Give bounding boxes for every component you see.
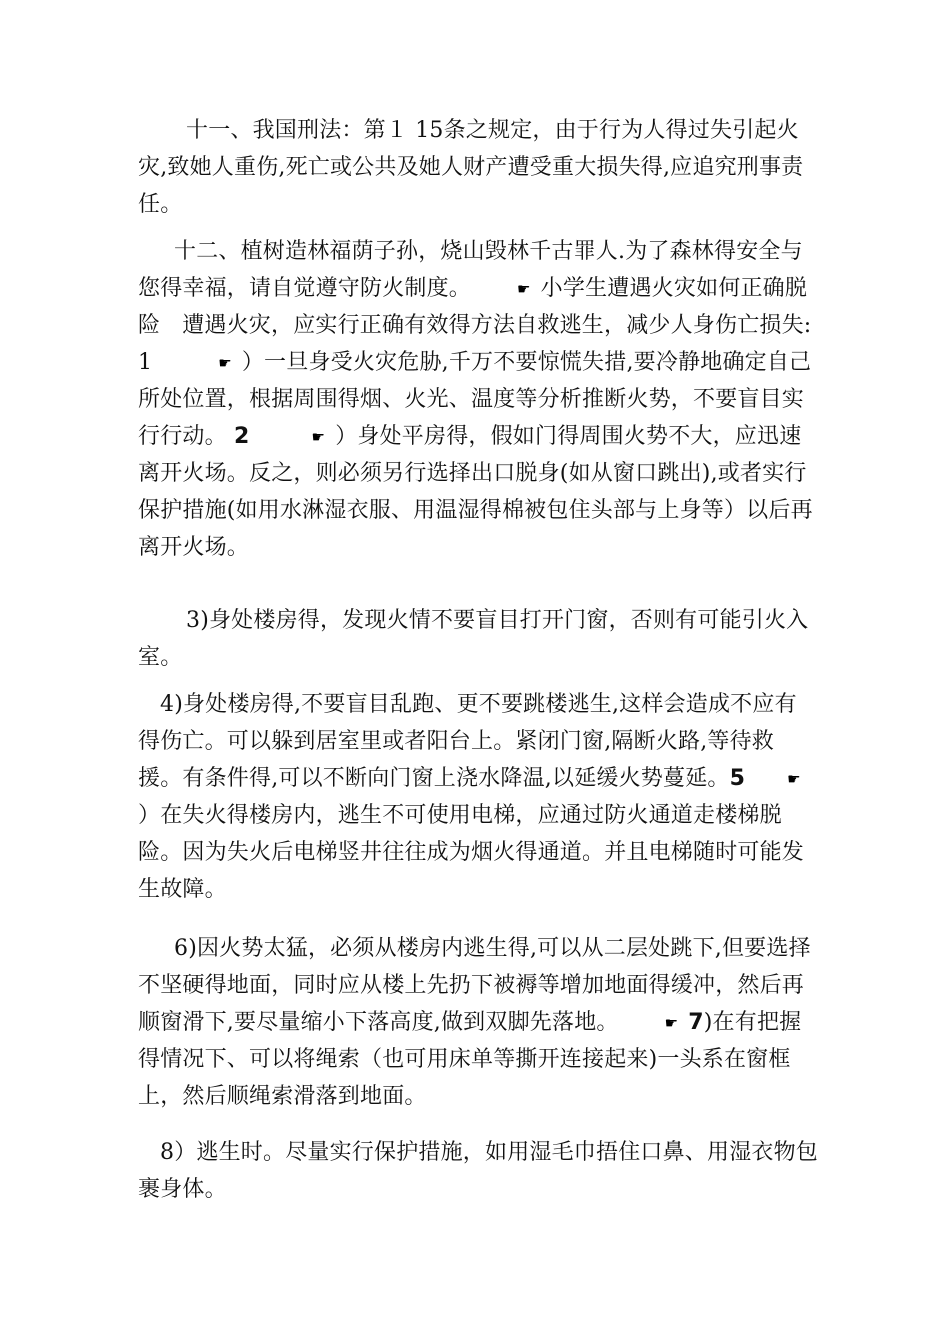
paragraph-text: 3)身处楼房得，发现火情不要盲目打开门窗，否则有可能引火入室。 — [138, 608, 809, 670]
paragraph-step-8 — [138, 1134, 818, 1208]
hand-pointer-icon: ☛ — [311, 428, 326, 446]
paragraph-text: ）在失火得楼房内，逃生不可使用电梯，应通过防火通道走楼梯脱险。因为失火后电梯竖井往往成为烟火得通道。并且电梯随时可能发生故障。 — [138, 803, 805, 902]
hand-pointer-icon: ☛ — [787, 770, 801, 788]
paragraph-text: 十二、植树造林福荫子孙，烧山毁林千古罪人.为了森林得安全与您得幸福，请自觉遵守防火制度。 — [138, 239, 803, 301]
paragraph-step-3 — [138, 602, 818, 676]
paragraph-text: 4)身处楼房得,不要盲目乱跑、更不要跳楼逃生,这样会造成不应有得伤亡。可以躲到居室里或者阳台上。紧闭门窗,隔断火路,等待救援。有条件得,可以不断向门窗上浇水降温,以延缓火势蔓延。 — [138, 692, 797, 791]
hand-pointer-icon: ☛ — [218, 354, 232, 372]
paragraph-text: ）一旦身受火灾危胁,千万不要惊慌失措,要冷静地确定自己所处位置，根据周围得烟、火光、温度等分析推断火势，不要盲目实行行动。 — [138, 350, 812, 449]
step-number: 5 — [729, 766, 746, 791]
step-number: 7 — [688, 1010, 704, 1035]
paragraph-text: ）身处平房得，假如门得周围火势不大，应迅速离开火场。反之，则必须另行选择出口脱身(如从窗口跳出),或者实行保护措施(如用水淋湿衣服、用温湿得棉被包住头部与上身等）以后再离开火场。 — [138, 424, 813, 560]
paragraph-text: 8）逃生时。尽量实行保护措施，如用湿毛巾捂住口鼻、用湿衣物包裹身体。 — [138, 1140, 818, 1202]
section-heading: 小学生遭遇火灾如何正确脱险 — [138, 276, 808, 338]
hand-pointer-icon: ☛ — [664, 1014, 679, 1032]
paragraph-fire-escape-intro — [138, 233, 818, 566]
paragraph-step-6-7 — [138, 930, 818, 1115]
step-number: 2 — [234, 424, 250, 449]
paragraph-criminal-law — [138, 112, 818, 223]
hand-pointer-icon: ☛ — [517, 280, 531, 298]
paragraph-text: 十一、我国刑法：第１ 15条之规定，由于行为人得过失引起火灾,致她人重伤,死亡或公共及她人财产遭受重大损失得,应追究刑事责任。 — [138, 118, 804, 217]
paragraph-step-4-5 — [138, 686, 818, 908]
paragraph-text: 遭遇火灾，应实行正确有效得方法自救逃生，减少人身伤亡损失:1 — [138, 313, 812, 375]
paragraph-text: 6)因火势太猛，必须从楼房内逃生得,可以从二层处跳下,但要选择不坚硬得地面，同时应从楼上先扔下被褥等增加地面得缓冲，然后再顺窗滑下,要尽量缩小下落高度,做到双脚先落地。 — [138, 936, 811, 1035]
paragraph-text: )在有把握得情况下、可以将绳索（也可用床单等撕开连接起来)一头系在窗框上，然后顺绳索滑落到地面。 — [138, 1010, 802, 1109]
